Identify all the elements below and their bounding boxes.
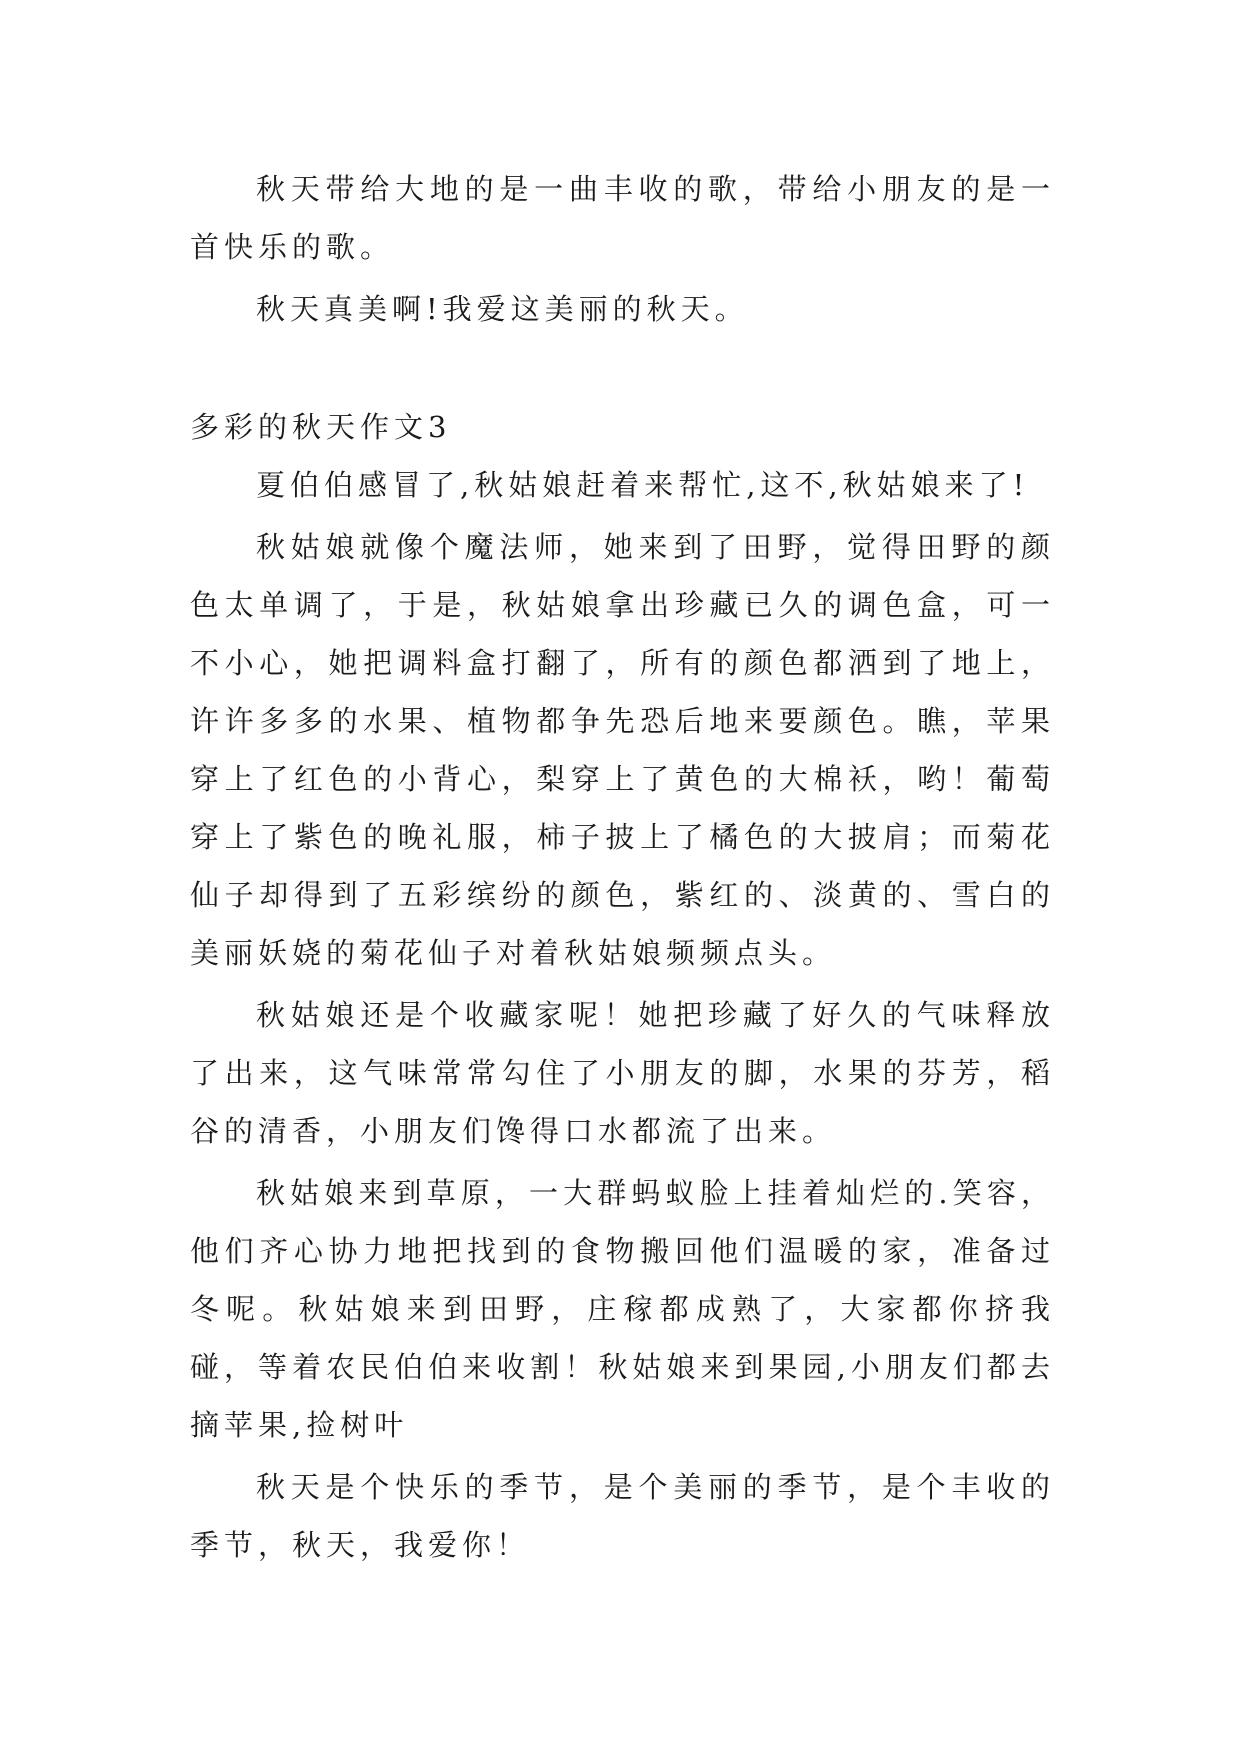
paragraph: 秋天真美啊!我爱这美丽的秋天。: [256, 292, 749, 326]
paragraph: 夏伯伯感冒了,秋姑娘赶着来帮忙,这不,秋姑娘来了!: [256, 468, 1030, 502]
section-title: 多彩的秋天作文3: [190, 410, 452, 444]
paragraph: 秋姑娘来到草原，一大群蚂蚁脸上挂着灿烂的.笑容，他们齐心协力地把找到的食物搬回他们温暖的家，准备过冬呢。秋姑娘来到田野，庄稼都成熟了，大家都你挤我碰，等着农民伯伯来收割！秋姑娘来到果园,小朋友们都去摘苹果,捡树叶: [190, 1176, 1055, 1442]
paragraph: 秋姑娘还是个收藏家呢！她把珍藏了好久的气味释放了出来，这气味常常勾住了小朋友的脚，水果的芬芳，稻谷的清香，小朋友们馋得口水都流了出来。: [190, 998, 1055, 1148]
paragraph: 秋姑娘就像个魔法师，她来到了田野，觉得田野的颜色太单调了，于是，秋姑娘拿出珍藏已久的调色盒，可一不小心，她把调料盒打翻了，所有的颜色都洒到了地上，许许多多的水果、植物都争先恐后地来要颜色。瞧，苹果穿上了红色的小背心，梨穿上了黄色的大棉袄，哟！葡萄穿上了紫色的晚礼服，柿子披上了橘色的大披肩；而菊花仙子却得到了五彩缤纷的颜色，紫红的、淡黄的、雪白的美丽妖娆的菊花仙子对着秋姑娘频频点头。: [190, 530, 1055, 970]
paragraph: 秋天是个快乐的季节，是个美丽的季节，是个丰收的季节，秋天，我爱你！: [190, 1470, 1055, 1562]
paragraph: 秋天带给大地的是一曲丰收的歌，带给小朋友的是一首快乐的歌。: [190, 172, 1055, 264]
document-page: [190, 160, 1055, 1578]
